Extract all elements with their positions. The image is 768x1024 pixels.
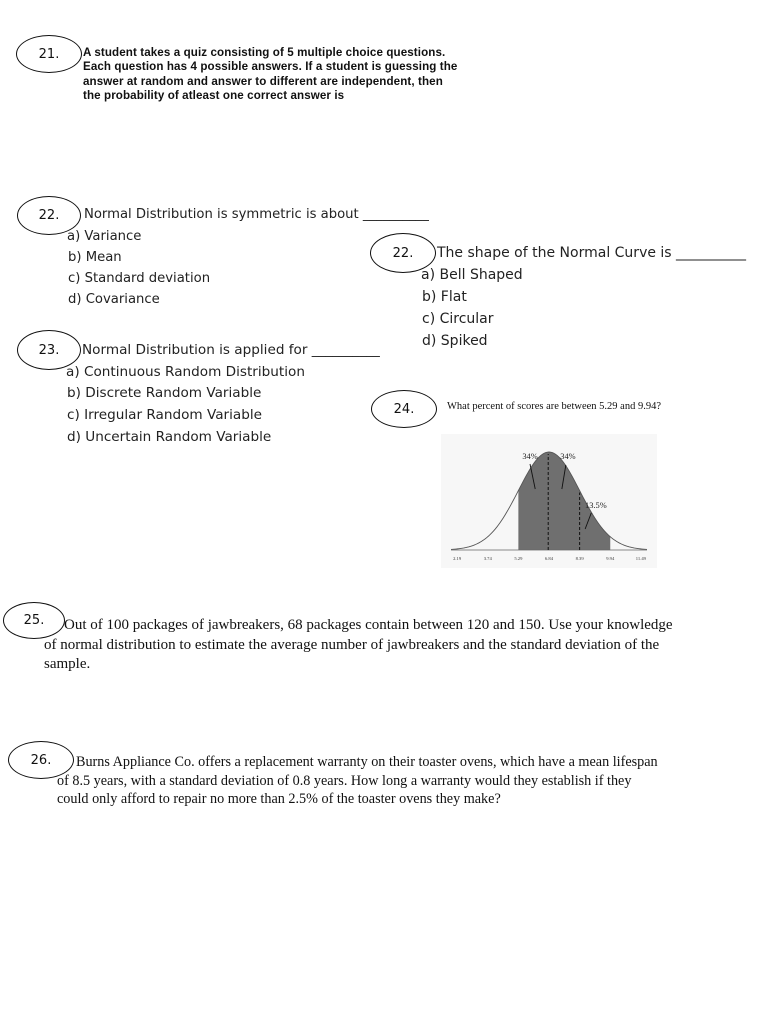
question-25-text xyxy=(44,616,754,675)
question-25-line: of normal distribution to estimate the average number of jawbreakers and the standard deviation of the xyxy=(44,636,660,653)
option-c: c) Circular xyxy=(422,311,494,327)
question-21-number: 21. xyxy=(16,35,82,73)
option-d: d) Covariance xyxy=(68,292,160,307)
question-22b-text: The shape of the Normal Curve is __________ xyxy=(437,245,747,261)
x-tick-label: 3.74 xyxy=(483,556,492,561)
question-21-line: the probability of atleast one correct answer is xyxy=(83,89,345,103)
question-26-line: could only afford to repair no more than 2.5% of the toaster ovens they make? xyxy=(57,791,501,807)
option-b: b) Discrete Random Variable xyxy=(67,385,262,401)
option-a: a) Bell Shaped xyxy=(421,267,523,283)
question-22b-number: 22. xyxy=(370,233,436,273)
x-tick-label: 2.19 xyxy=(453,556,462,561)
x-tick-label: 11.49 xyxy=(635,556,646,561)
question-21-line: Each question has 4 possible answers. If a student is guessing the xyxy=(83,60,458,74)
question-26-line: Burns Appliance Co. offers a replacement warranty on their toaster ovens, which have a mean lifespan xyxy=(76,754,658,770)
question-26-text xyxy=(57,753,747,809)
question-23-text: Normal Distribution is applied for __________ xyxy=(82,342,380,358)
option-b: b) Mean xyxy=(68,250,122,265)
question-21-line: A student takes a quiz consisting of 5 multiple choice questions. xyxy=(83,46,446,59)
question-25-number: 25. xyxy=(3,602,65,639)
x-tick-label: 9.94 xyxy=(606,556,615,561)
question-22-text: Normal Distribution is symmetric is about __________ xyxy=(84,207,429,222)
question-26-number: 26. xyxy=(8,741,74,779)
question-23-number: 23. xyxy=(17,330,81,370)
annotation-label: 34% xyxy=(560,452,576,461)
annotation-label: 34% xyxy=(522,452,538,461)
option-c: c) Standard deviation xyxy=(68,271,211,286)
option-d: d) Spiked xyxy=(422,333,488,349)
question-24-text: What percent of scores are between 5.29 and 9.94? xyxy=(447,401,661,412)
option-b: b) Flat xyxy=(422,289,467,305)
question-25-line: Out of 100 packages of jawbreakers, 68 packages contain between 120 and 150. Use your knowledge xyxy=(64,617,673,633)
question-21-line: answer at random and answer to different are independent, then xyxy=(83,74,443,88)
x-tick-label: 8.39 xyxy=(575,556,584,561)
normal-curve-svg xyxy=(441,434,657,568)
annotation-label: 13.5% xyxy=(585,501,607,510)
option-a: a) Continuous Random Distribution xyxy=(66,364,305,380)
question-24-number: 24. xyxy=(371,390,437,428)
option-d: d) Uncertain Random Variable xyxy=(67,429,272,445)
question-25-line: sample. xyxy=(44,656,91,672)
x-tick-label: 6.84 xyxy=(544,556,554,561)
x-tick-label: 5.29 xyxy=(514,556,523,561)
question-21-text xyxy=(83,46,483,104)
normal-curve-chart xyxy=(441,434,657,568)
question-22-number: 22. xyxy=(17,196,81,235)
question-26-line: of 8.5 years, with a standard deviation of 0.8 years. How long a warranty would they establish if they xyxy=(57,772,632,789)
option-a: a) Variance xyxy=(67,229,142,244)
option-c: c) Irregular Random Variable xyxy=(67,407,263,423)
